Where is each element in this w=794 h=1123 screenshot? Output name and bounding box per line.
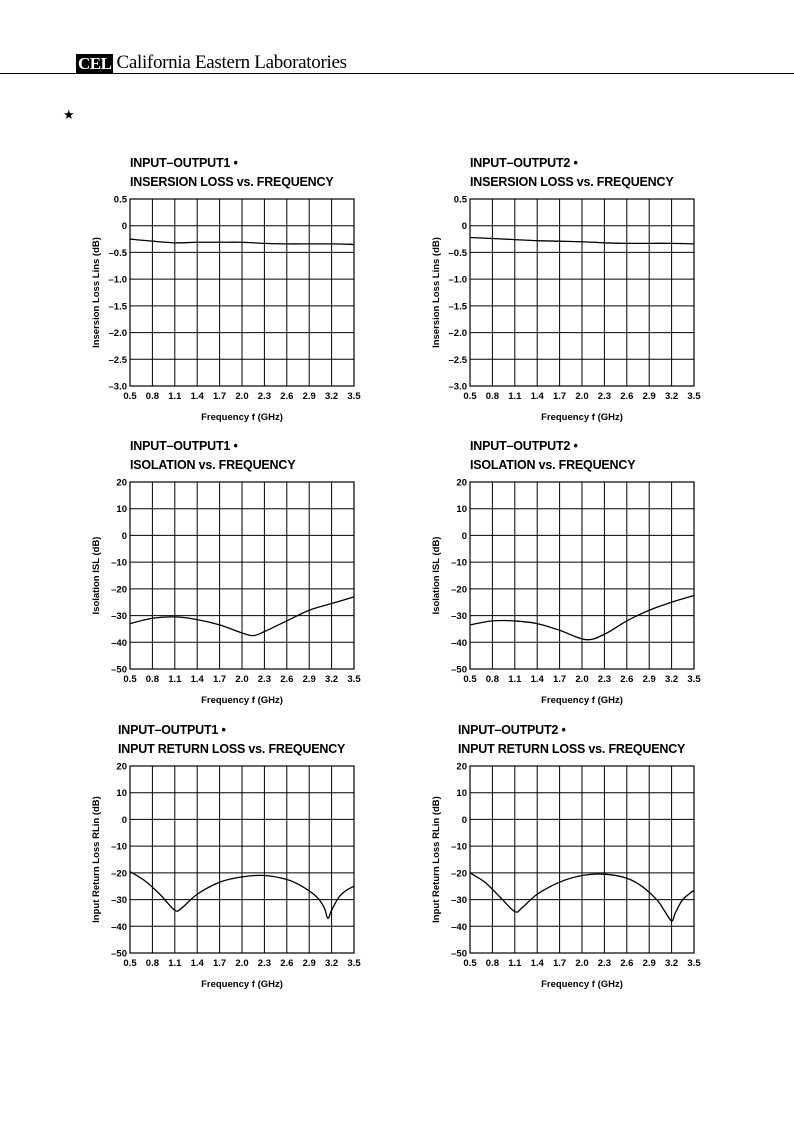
y-axis-label: Input Return Loss RLin (dB): [431, 796, 442, 923]
y-tick-label: –2.5: [448, 354, 467, 366]
x-tick-label: 0.5: [123, 958, 137, 969]
y-tick-label: 0: [461, 814, 467, 826]
x-tick-label: 2.9: [302, 958, 316, 969]
y-tick-label: –3.0: [108, 381, 127, 393]
y-tick-label: 20: [456, 761, 467, 773]
chart-io1-return-loss: [86, 722, 426, 1002]
x-tick-label: 3.5: [687, 958, 701, 969]
y-tick-label: 0: [121, 221, 127, 233]
x-tick-label: 1.4: [530, 674, 544, 685]
x-tick-label: 2.0: [575, 674, 589, 685]
x-tick-label: 2.0: [235, 391, 249, 402]
x-tick-label: 1.4: [530, 391, 544, 402]
chart-title-line: INPUT–OUTPUT1 •: [130, 156, 238, 170]
y-tick-label: 0: [461, 530, 467, 542]
y-tick-label: –40: [451, 637, 467, 649]
star-marker: ★: [63, 107, 75, 122]
chart-io2-isolation: [426, 438, 766, 718]
x-tick-label: 2.3: [597, 958, 612, 969]
x-tick-label: 1.4: [190, 391, 204, 402]
y-tick-label: 0.5: [453, 194, 467, 206]
x-tick-label: 3.5: [347, 958, 361, 969]
x-tick-label: 2.3: [257, 674, 272, 685]
x-tick-label: 1.7: [552, 391, 567, 402]
x-tick-label: 2.6: [280, 391, 294, 402]
x-tick-label: 1.7: [552, 674, 567, 685]
chart-io1-isolation: [86, 438, 426, 718]
chart-svg: [86, 722, 426, 1002]
y-axis-label: Isolation ISL (dB): [431, 536, 442, 615]
y-tick-label: –1.5: [108, 301, 127, 313]
y-tick-label: –40: [111, 637, 127, 649]
y-tick-label: –40: [111, 921, 127, 933]
x-tick-label: 2.9: [642, 391, 656, 402]
x-tick-label: 2.0: [235, 958, 249, 969]
company-name: California Eastern Laboratories: [116, 52, 347, 73]
y-axis-label: Insersion Loss Lins (dB): [431, 237, 442, 348]
y-tick-label: –2.0: [448, 328, 467, 340]
x-tick-label: 0.5: [463, 391, 477, 402]
chart-io2-return-loss: [426, 722, 766, 1002]
x-axis-label: Frequency f (GHz): [201, 695, 283, 706]
chart-io2-insertion-loss: [426, 155, 766, 435]
chart-svg: [86, 438, 426, 718]
x-axis-label: Frequency f (GHz): [541, 695, 623, 706]
x-tick-label: 2.3: [257, 958, 272, 969]
x-tick-label: 0.5: [463, 674, 477, 685]
x-tick-label: 2.9: [642, 958, 656, 969]
x-tick-label: 1.4: [190, 674, 204, 685]
x-tick-label: 1.1: [508, 674, 522, 685]
chart-title-line: INPUT–OUTPUT1 •: [118, 723, 226, 737]
x-tick-label: 2.9: [302, 391, 316, 402]
y-tick-label: –10: [451, 557, 467, 569]
y-tick-label: –30: [111, 611, 127, 623]
x-tick-label: 2.6: [620, 674, 634, 685]
chart-title-line: INPUT–OUTPUT2 •: [470, 439, 578, 453]
y-tick-label: –1.5: [448, 301, 467, 313]
x-tick-label: 1.1: [508, 958, 522, 969]
y-tick-label: –1.0: [108, 274, 127, 286]
y-tick-label: –10: [111, 841, 127, 853]
x-tick-label: 3.2: [664, 674, 679, 685]
y-tick-label: –30: [111, 895, 127, 907]
x-axis-label: Frequency f (GHz): [201, 412, 283, 423]
y-tick-label: 10: [116, 504, 127, 516]
x-tick-label: 2.3: [597, 391, 612, 402]
chart-svg: [426, 722, 766, 1002]
chart-title-line: ISOLATION vs. FREQUENCY: [470, 458, 636, 472]
x-tick-label: 1.7: [552, 958, 567, 969]
y-tick-label: 0: [121, 530, 127, 542]
y-tick-label: –0.5: [108, 247, 127, 259]
x-tick-label: 2.9: [302, 674, 316, 685]
x-tick-label: 3.2: [324, 391, 339, 402]
x-tick-label: 2.0: [235, 674, 249, 685]
y-axis-label: Insersion Loss Lins (dB): [91, 237, 102, 348]
y-tick-label: –3.0: [448, 381, 467, 393]
chart-title-line: ISOLATION vs. FREQUENCY: [130, 458, 296, 472]
x-tick-label: 1.1: [168, 391, 182, 402]
chart-svg: [426, 438, 766, 718]
y-tick-label: –50: [111, 664, 127, 676]
x-tick-label: 3.5: [687, 391, 701, 402]
x-tick-label: 3.2: [664, 391, 679, 402]
chart-title-line: INPUT–OUTPUT1 •: [130, 439, 238, 453]
x-tick-label: 0.8: [485, 674, 500, 685]
x-tick-label: 2.3: [597, 674, 612, 685]
y-tick-label: 20: [116, 477, 127, 489]
x-tick-label: 0.5: [463, 958, 477, 969]
y-tick-label: –20: [451, 584, 467, 596]
chart-svg: [86, 155, 426, 435]
x-axis-label: Frequency f (GHz): [541, 412, 623, 423]
chart-io1-insertion-loss: [86, 155, 426, 435]
x-tick-label: 0.8: [145, 391, 160, 402]
y-tick-label: 10: [456, 504, 467, 516]
y-tick-label: –20: [111, 584, 127, 596]
y-tick-label: 10: [456, 788, 467, 800]
x-tick-label: 3.5: [347, 674, 361, 685]
x-axis-label: Frequency f (GHz): [541, 979, 623, 990]
y-tick-label: 20: [456, 477, 467, 489]
x-tick-label: 1.1: [168, 958, 182, 969]
y-tick-label: –30: [451, 611, 467, 623]
x-tick-label: 2.0: [575, 391, 589, 402]
y-tick-label: –50: [451, 664, 467, 676]
x-tick-label: 1.4: [530, 958, 544, 969]
chart-svg: [426, 155, 766, 435]
x-tick-label: 3.5: [687, 674, 701, 685]
x-tick-label: 3.2: [324, 958, 339, 969]
x-tick-label: 2.3: [257, 391, 272, 402]
y-tick-label: –1.0: [448, 274, 467, 286]
x-tick-label: 2.0: [575, 958, 589, 969]
y-tick-label: –50: [111, 948, 127, 960]
x-tick-label: 0.8: [145, 958, 160, 969]
cel-logo: CEL: [78, 53, 112, 73]
y-tick-label: –10: [451, 841, 467, 853]
x-tick-label: 2.6: [620, 391, 634, 402]
x-tick-label: 3.2: [664, 958, 679, 969]
y-tick-label: –20: [111, 868, 127, 880]
x-tick-label: 0.8: [145, 674, 160, 685]
x-tick-label: 1.1: [508, 391, 522, 402]
x-tick-label: 2.9: [642, 674, 656, 685]
y-tick-label: 0: [461, 221, 467, 233]
chart-title-line: INPUT–OUTPUT2 •: [458, 723, 566, 737]
y-tick-label: 20: [116, 761, 127, 773]
x-tick-label: 0.8: [485, 391, 500, 402]
x-tick-label: 2.6: [620, 958, 634, 969]
chart-title-line: INPUT–OUTPUT2 •: [470, 156, 578, 170]
y-tick-label: –30: [451, 895, 467, 907]
x-tick-label: 2.6: [280, 958, 294, 969]
y-tick-label: 10: [116, 788, 127, 800]
y-tick-label: –20: [451, 868, 467, 880]
header: [76, 52, 347, 74]
x-tick-label: 1.7: [212, 674, 227, 685]
x-tick-label: 0.5: [123, 391, 137, 402]
y-tick-label: –10: [111, 557, 127, 569]
chart-title-line: INSERSION LOSS vs. FREQUENCY: [470, 175, 674, 189]
y-tick-label: –50: [451, 948, 467, 960]
y-tick-label: –2.0: [108, 328, 127, 340]
y-tick-label: 0.5: [113, 194, 127, 206]
y-tick-label: –0.5: [448, 247, 467, 259]
x-tick-label: 0.5: [123, 674, 137, 685]
chart-title-line: INSERSION LOSS vs. FREQUENCY: [130, 175, 334, 189]
chart-title-line: INPUT RETURN LOSS vs. FREQUENCY: [118, 742, 346, 756]
y-tick-label: 0: [121, 814, 127, 826]
x-axis-label: Frequency f (GHz): [201, 979, 283, 990]
x-tick-label: 0.8: [485, 958, 500, 969]
chart-title-line: INPUT RETURN LOSS vs. FREQUENCY: [458, 742, 686, 756]
x-tick-label: 1.7: [212, 958, 227, 969]
x-tick-label: 2.6: [280, 674, 294, 685]
y-tick-label: –2.5: [108, 354, 127, 366]
y-axis-label: Input Return Loss RLin (dB): [91, 796, 102, 923]
y-axis-label: Isolation ISL (dB): [91, 536, 102, 615]
header-rule: [0, 73, 794, 74]
y-tick-label: –40: [451, 921, 467, 933]
x-tick-label: 3.2: [324, 674, 339, 685]
x-tick-label: 1.7: [212, 391, 227, 402]
x-tick-label: 1.4: [190, 958, 204, 969]
x-tick-label: 3.5: [347, 391, 361, 402]
x-tick-label: 1.1: [168, 674, 182, 685]
